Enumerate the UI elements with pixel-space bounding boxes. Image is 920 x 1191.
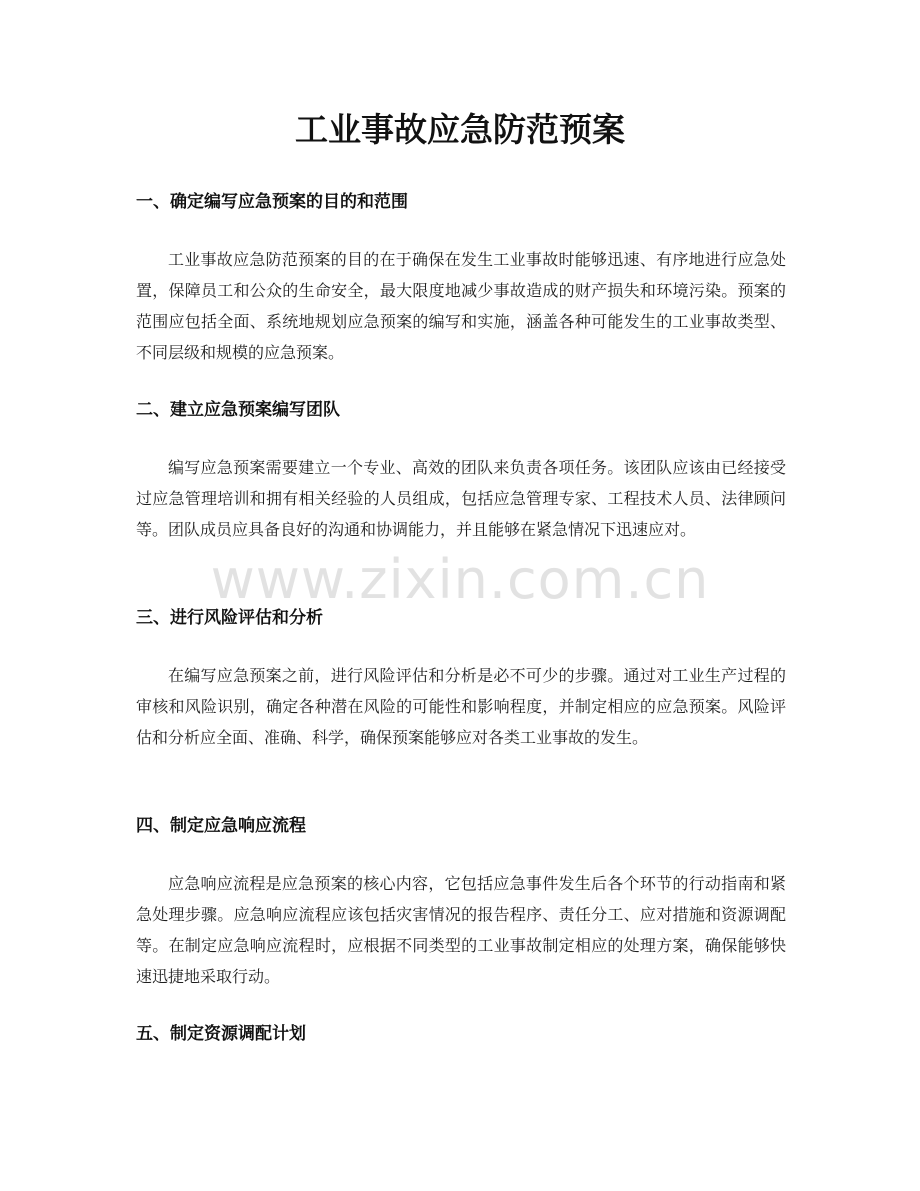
section-heading: 四、制定应急响应流程	[136, 816, 306, 836]
section-paragraph: 在编写应急预案之前，进行风险评估和分析是必不可少的步骤。通过对工业生产过程的审核和风险识别，确定各种潜在风险的可能性和影响程度，并制定相应的应急预案。风险评估和分析应全面、准确、科学，确保预案能够应对各类工业事故的发生。	[136, 666, 786, 747]
watermark: www.zixin.com.cn	[210, 548, 710, 611]
section-purpose-scope	[136, 188, 786, 368]
section-heading: 三、进行风险评估和分析	[136, 608, 323, 628]
section-heading: 五、制定资源调配计划	[136, 1024, 306, 1044]
section-heading: 二、建立应急预案编写团队	[136, 400, 340, 420]
section-team	[136, 396, 786, 545]
section-paragraph: 应急响应流程是应急预案的核心内容，它包括应急事件发生后各个环节的行动指南和紧急处理步骤。应急响应流程应该包括灾害情况的报告程序、责任分工、应对措施和资源调配等。在制定应急响应流程时，应根据不同类型的工业事故制定相应的处理方案，确保能够快速迅捷地采取行动。	[136, 874, 786, 986]
section-response-process	[136, 812, 786, 992]
document-title: 工业事故应急防范预案	[295, 110, 625, 149]
section-risk-assessment	[136, 604, 786, 753]
section-resource-plan	[136, 1020, 786, 1048]
section-heading: 一、确定编写应急预案的目的和范围	[136, 192, 408, 212]
section-paragraph: 编写应急预案需要建立一个专业、高效的团队来负责各项任务。该团队应该由已经接受过应急管理培训和拥有相关经验的人员组成，包括应急管理专家、工程技术人员、法律顾问等。团队成员应具备良好的沟通和协调能力，并且能够在紧急情况下迅速应对。	[136, 458, 786, 539]
section-paragraph: 工业事故应急防范预案的目的在于确保在发生工业事故时能够迅速、有序地进行应急处置，保障员工和公众的生命安全，最大限度地减少事故造成的财产损失和环境污染。预案的范围应包括全面、系统地规划应急预案的编写和实施，涵盖各种可能发生的工业事故类型、不同层级和规模的应急预案。	[136, 250, 786, 362]
